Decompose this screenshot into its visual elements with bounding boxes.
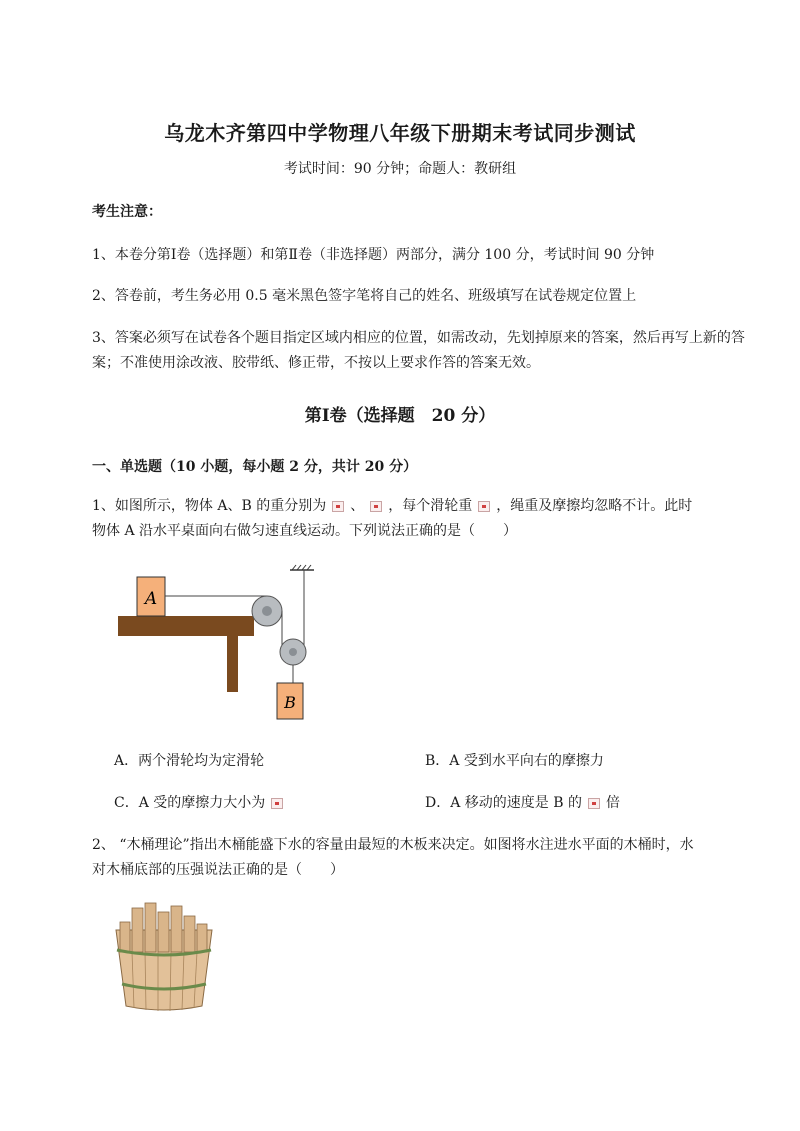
- option-d-suffix: 倍: [605, 795, 620, 811]
- notice-item-2: 2、答卷前，考生务必用 0.5 毫米黑色签字笔将自己的姓名、班级填写在试卷规定位置上: [92, 288, 637, 304]
- notice-item-3: 3、答案必须写在试卷各个题目指定区域内相应的位置，如需改动，先划掉原来的答案，然后再写上新的答案；不准使用涂改液、胶带纸、修正带，不按以上要求作答的答案无效。: [92, 330, 745, 371]
- formula-image-icon: [271, 798, 283, 809]
- wooden-bucket-figure: [108, 900, 220, 1014]
- question-1-text-line2: 物体 A 沿水平桌面向右做匀速直线运动。下列说法正确的是（ ）: [92, 523, 518, 539]
- table-top: [118, 616, 254, 636]
- question-1-text-a: 1、如图所示，物体 A、B 的重分别为: [92, 498, 327, 514]
- page-title: 乌龙木齐第四中学物理八年级下册期末考试同步测试: [164, 121, 636, 145]
- block-b-label: B: [284, 693, 296, 712]
- fixed-pulley-axle: [262, 606, 272, 616]
- option-c-text: C．A 受的摩擦力大小为: [114, 795, 266, 811]
- question-2: [92, 833, 752, 883]
- notice-heading: 考生注意：: [92, 204, 162, 220]
- table-leg: [227, 636, 238, 692]
- formula-image-icon: [370, 501, 382, 512]
- question-1-text-c: ，每个滑轮重: [388, 498, 473, 514]
- section-title: 第Ⅰ卷（选择题 20 分）: [304, 406, 496, 426]
- page-subtitle: 考试时间：90 分钟；命题人：教研组: [283, 161, 517, 177]
- question-1: [92, 494, 752, 544]
- formula-image-icon: [588, 798, 600, 809]
- question-1-text-d: ，绳重及摩擦均忽略不计。此时: [496, 498, 693, 514]
- option-a[interactable]: A．两个滑轮均为定滑轮: [114, 753, 265, 769]
- option-b[interactable]: B．A 受到水平向右的摩擦力: [425, 753, 604, 769]
- question-2-text-line2: 对木桶底部的压强说法正确的是（ ）: [92, 862, 344, 878]
- question-1-text-b: 、: [350, 498, 365, 514]
- option-d-text: D．A 移动的速度是 B 的: [425, 795, 582, 811]
- option-d[interactable]: [425, 792, 620, 812]
- pulley-figure: [110, 560, 340, 730]
- formula-image-icon: [332, 501, 344, 512]
- option-c[interactable]: [114, 792, 289, 812]
- bucket-staves: [120, 903, 207, 952]
- formula-image-icon: [478, 501, 490, 512]
- part-heading: 一、单选题（10 小题，每小题 2 分，共计 20 分）: [92, 459, 418, 475]
- block-a-label: A: [144, 589, 158, 609]
- notice-item-1: 1、本卷分第Ⅰ卷（选择题）和第Ⅱ卷（非选择题）两部分，满分 100 分，考试时间 90 分钟: [92, 247, 655, 263]
- movable-pulley-axle: [289, 648, 297, 656]
- question-2-text-line1: 2、 “木桶理论”指出木桶能盛下水的容量由最短的木板来决定。如图将水注进水平面的木桶时，水: [92, 837, 694, 853]
